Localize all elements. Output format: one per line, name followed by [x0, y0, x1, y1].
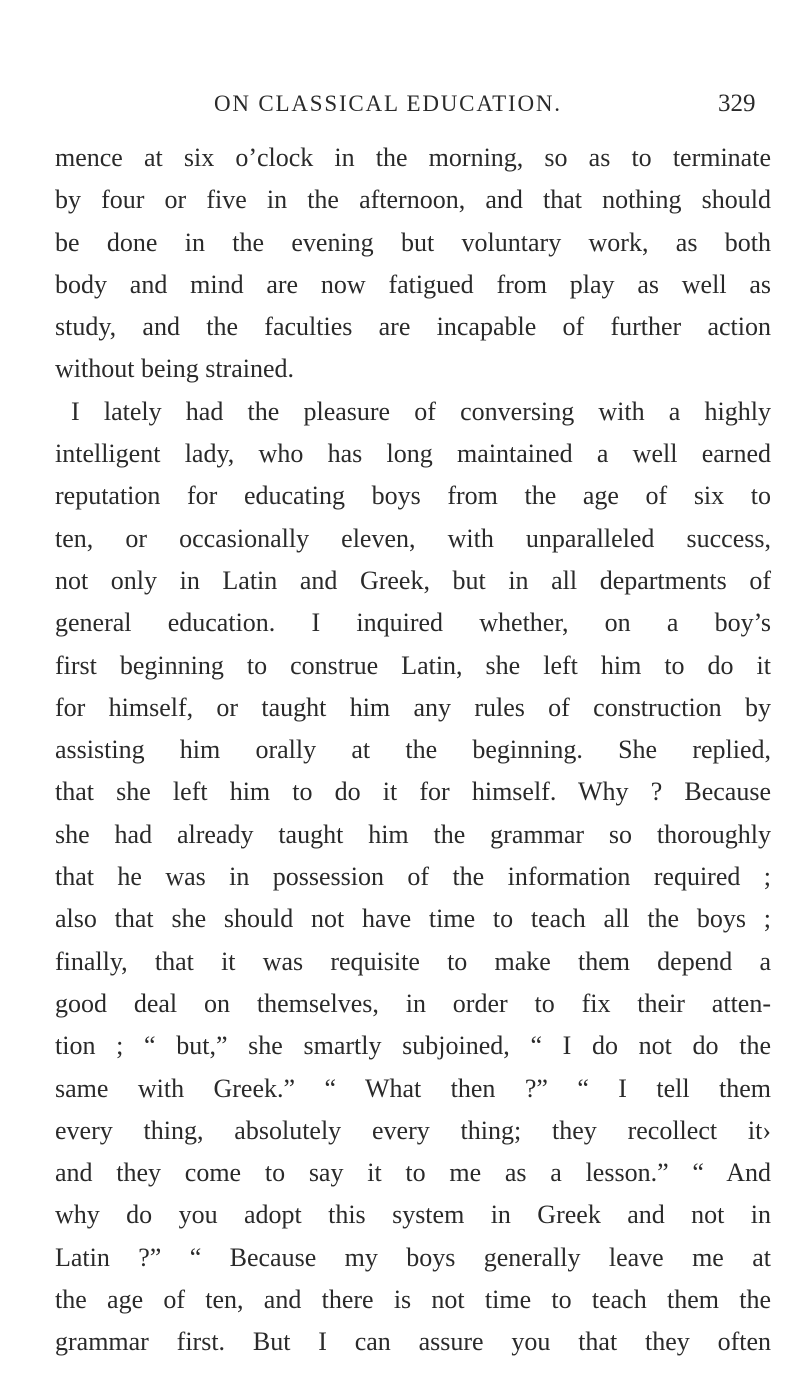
- text-line: finally, that it was requisite to make them depend a: [55, 946, 771, 976]
- text-line: study, and the faculties are incapable of further action: [55, 312, 771, 342]
- text-line: general education. I inquired whether, on a boy’s: [55, 608, 771, 638]
- text-line: for himself, or taught him any rules of construction by: [55, 692, 771, 722]
- text-line: mence at six o’clock in the morning, so as to terminate: [55, 143, 771, 172]
- text-line: why do you adopt this system in Greek and not in: [55, 1200, 771, 1230]
- text-line: she had already taught him the grammar so thoroughly: [55, 819, 771, 849]
- text-line: the age of ten, and there is not time to teach them the: [55, 1285, 771, 1315]
- page-number: 329: [718, 90, 756, 117]
- text-line: Latin ?” “ Because my boys generally leave me at: [55, 1242, 771, 1272]
- text-line: every thing, absolutely every thing; they recollect it›: [55, 1115, 771, 1145]
- text-line: tion ; “ but,” she smartly subjoined, “ I do not do the: [55, 1031, 771, 1061]
- text-line: not only in Latin and Greek, but in all departments of: [55, 565, 771, 595]
- text-line: by four or five in the afternoon, and that nothing should: [55, 185, 771, 215]
- text-line: first beginning to construe Latin, she left him to do it: [55, 650, 771, 680]
- text-line: and they come to say it to me as a lesson.” “ And: [55, 1158, 771, 1188]
- text-line: grammar first. But I can assure you that they often: [55, 1327, 771, 1357]
- text-line: good deal on themselves, in order to fix their atten-: [55, 988, 771, 1018]
- text-line: without being strained.: [55, 354, 295, 384]
- text-line: intelligent lady, who has long maintained a well earned: [55, 439, 771, 469]
- body-text: [55, 137, 771, 1364]
- text-line: ten, or occasionally eleven, with unparalleled success,: [55, 523, 771, 553]
- running-head-title: ON CLASSICAL EDUCATION.: [214, 91, 562, 116]
- text-line: that he was in possession of the information required ;: [55, 862, 771, 892]
- text-line: be done in the evening but voluntary work, as both: [55, 227, 771, 257]
- text-line: body and mind are now fatigued from play as well as: [55, 269, 771, 299]
- text-line: also that she should not have time to teach all the boys ;: [55, 904, 771, 934]
- text-line: same with Greek.” “ What then ?” “ I tell them: [55, 1073, 771, 1103]
- text-line: assisting him orally at the beginning. She replied,: [55, 735, 771, 765]
- text-line: that she left him to do it for himself. Why ? Because: [55, 777, 771, 807]
- text-line: reputation for educating boys from the age of six to: [55, 481, 771, 511]
- text-line: I lately had the pleasure of conversing with a highly: [71, 396, 771, 426]
- running-head: [0, 86, 800, 122]
